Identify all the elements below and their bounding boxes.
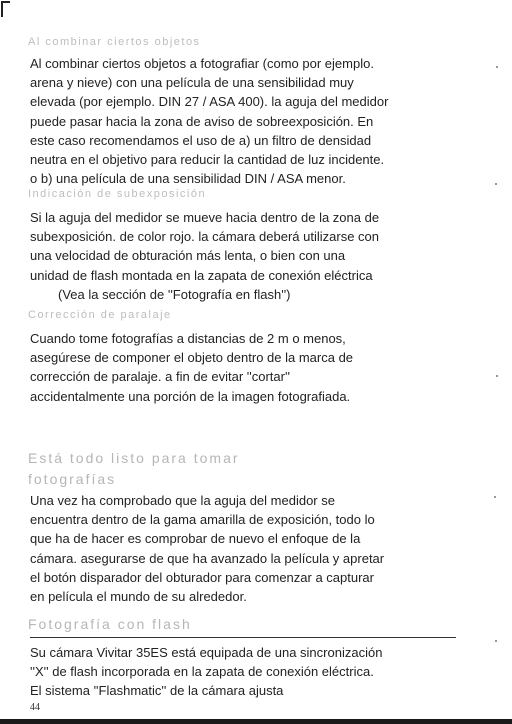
text-line: corrección de paralaje. a fin de evitar ''cortar'' [30,369,290,385]
overexposure-paragraph [30,54,466,188]
text-line: puede pasar hacia la zona de aviso de sobreexposición. En [30,113,374,129]
text-line: Una vez ha comprobado que la aguja del medidor se [30,493,335,508]
section-divider [30,637,456,638]
text-line: subexposición. de color rojo. la cámara deberá utilizarse con [30,229,380,245]
text-line: El sistema ''Flashmatic'' de la cámara ajusta [30,683,284,699]
text-line: Cuando tome fotografías a distancias de 2 m o menos, [30,331,346,346]
parallax-paragraph [30,329,466,406]
text-line: arena y nieve) con una película de una sensibilidad muy [30,75,354,91]
section4-heading: Está todo listo para tomar fotografías [28,450,240,487]
page-number: 44 [30,702,40,713]
text-line: accidentalmente una porción de la imagen fotografiada. [30,388,351,404]
text-line: ''X'' de flash incorporada en la zapata de conexión eléctrica. [30,664,374,680]
text-line: o b) una película de una sensibilidad DIN / ASA menor. [30,171,346,187]
flash-paragraph [30,643,466,701]
scan-speck [495,640,497,642]
section1-heading: Al combinar ciertos objetos [28,36,201,48]
text-line: este caso recomendamos el uso de a) un filtro de densidad [30,132,372,148]
text-line: (Vea la sección de ''Fotografía en flash'') [58,286,291,302]
scan-speck [494,496,496,498]
scan-bottom-edge [0,719,512,724]
section2-heading: Indicación de subexposición [28,188,207,200]
text-line: encuentra dentro de la gama amarilla de exposición, todo lo [30,512,375,528]
text-line: elevada (por ejemplo. DIN 27 / ASA 400). la aguja del medidor [30,94,389,110]
scan-speck [496,66,498,68]
text-line: Si la aguja del medidor se mueve hacia dentro de la zona de [30,210,380,225]
text-line: Al combinar ciertos objetos a fotografiar (como por ejemplo. [30,56,374,71]
section3-heading: Corrección de paralaje [28,309,172,321]
scan-speck [495,183,497,185]
text-line: unidad de flash montada en la zapata de conexión eléctrica [30,267,373,283]
text-line: asegúrese de componer el objeto dentro de la marca de [30,350,354,366]
text-line: cámara. asegurarse de que ha avanzado la película y apretar [30,550,385,566]
text-line: el botón disparador del obturador para comenzar a capturar [30,569,374,585]
text-line: en película el mundo de su alrededor. [30,589,247,605]
section5-heading: Fotografía con flash [28,616,192,632]
text-line: neutra en el objetivo para reducir la cantidad de luz incidente. [30,152,385,168]
text-line: que ha de hacer es comprobar de nuevo el enfoque de la [30,531,361,547]
text-line: una velocidad de obturación más lenta, o bien con una [30,248,346,264]
underexposure-paragraph [30,208,466,304]
scan-speck [496,375,498,377]
ready-paragraph [30,491,466,606]
corner-crop-mark [1,1,10,17]
text-line: Su cámara Vivitar 35ES está equipada de una sincronización [30,645,383,660]
